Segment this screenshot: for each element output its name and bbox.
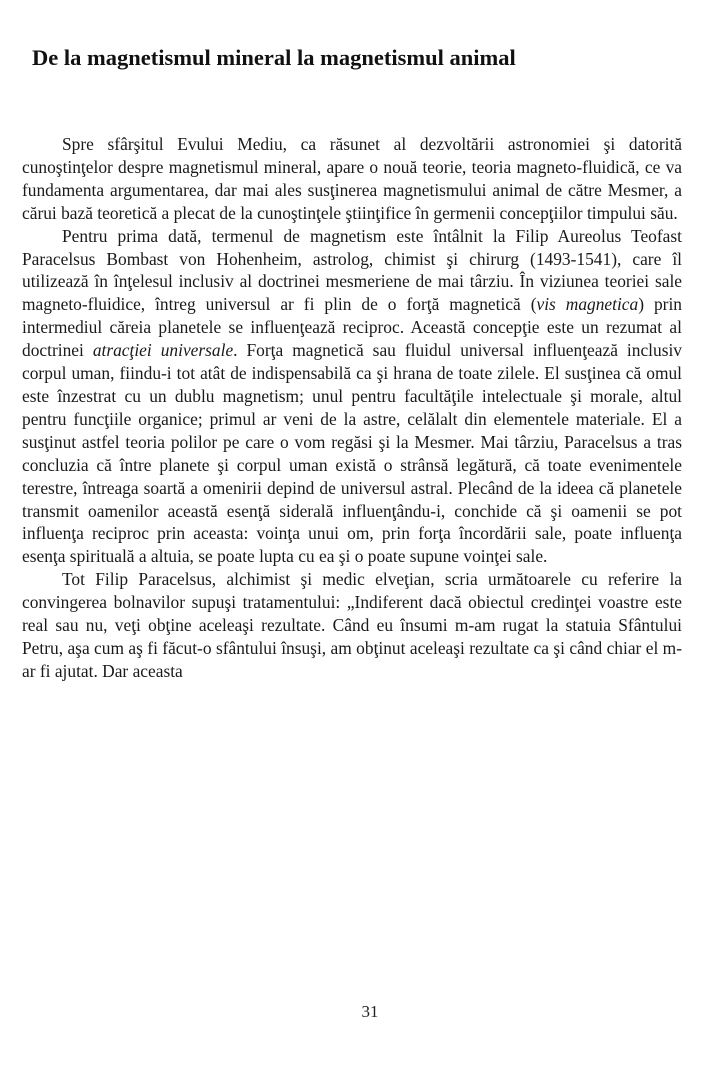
text-run: Spre sfârşitul Evului Mediu, ca răsunet al dezvoltării astronomiei şi datorită cunoştinţelor despre magnetismul mineral, apare o nouă teorie, teoria magneto-fluidică, ce va fundamenta argumentarea, dar mai ales susţinerea magnetismului animal de către Mesmer, a cărui bază teoretică a plecat de la cunoştinţele ştiinţifice în germenii concepţiilor timpului său. <box>22 134 682 223</box>
text-run: ) prin intermediul căreia planetele se influenţează reciproc. Această concepţie este un rezumat al doctrinei <box>22 294 682 361</box>
paragraph <box>22 133 682 225</box>
text-run: Pentru prima dată, termenul de magnetism este întâlnit la Filip Aureolus Teofast Paracelsus Bombast von Hohenheim, astrolog, chimist şi chirurg (1493-1541), care îl utilizează în înţelesul inclusiv al doctrinei mesmeriene de mai târziu. În viziunea teoriei sale magneto-fluidice, întreg universul ar fi plin de o forţă magnetică ( <box>22 225 682 315</box>
italic-term: atracţiei universale <box>92 340 234 361</box>
italic-term: vis magnetica <box>536 294 639 315</box>
body-text <box>22 133 682 683</box>
paragraph <box>22 225 682 569</box>
text-run: Tot Filip Paracelsus, alchimist şi medic elveţian, scria următoarele cu referire la convingerea bolnavilor supuşi tratamentului: „Indiferent dacă obiectul credinţei voastre este real sau nu, veţi obţine aceleaşi rezultate. Când eu însumi m-am rugat la statuia Sfântului Petru, aşa cum aş fi făcut-o sfântului însuşi, am obţinut aceleaşi rezultate ca şi când chiar el m-ar fi ajutat. Dar aceasta <box>22 569 682 681</box>
text-run: . Forţa magnetică sau fluidul universal influenţează inclusiv corpul uman, fiindu-i tot atât de indispensabilă ca şi hrana de toate zilele. El susţinea că omul este înzestrat cu un dublu magnetism; unul pentru facultăţile intelectuale şi morale, altul pentru funcţiile organice; primul ar veni de la astre, celălalt din elementele materiale. El a susţinut astfel teoria polilor pe care o vom regăsi şi la Mesmer. Mai târziu, Paracelsus a tras concluzia că între planete şi corpul uman există o strânsă legătură, că toate evenimentele terestre, întreaga soartă a omenirii depind de universul astral. Plecând de la ideea că planetele transmit oamenilor această esenţă siderală influenţându-i, conchide că şi oamenii se pot influenţa reciproc prin aceasta: voinţa unui om, prin forţa încordării sale, poate influenţa esenţa spirituală a altuia, se poate lupta cu ea şi o poate supune voinţei sale. <box>22 340 682 567</box>
chapter-title: De la magnetismul mineral la magnetismul animal <box>32 45 516 70</box>
paragraph <box>22 568 682 683</box>
page-number: 31 <box>361 1002 379 1021</box>
